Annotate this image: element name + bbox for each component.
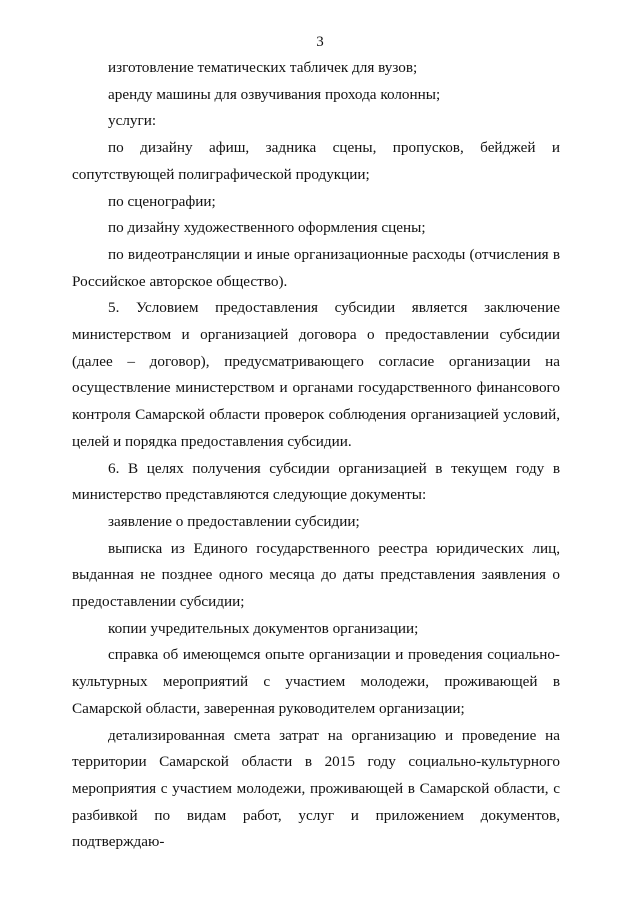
- paragraph: изготовление тематических табличек для вузов;: [108, 59, 418, 76]
- paragraph: аренду машины для озвучивания прохода колонны;: [108, 85, 441, 103]
- paragraph: копии учредительных документов организации;: [108, 619, 419, 637]
- paragraph: по дизайну афиш, задника сцены, пропусков, бейджей и сопутствующей полиграфической продукции;: [72, 139, 560, 183]
- paragraph: заявление о предоставлении субсидии;: [108, 512, 360, 530]
- paragraph: 6. В целях получения субсидии организацией в текущем году в министерство представляются следующие документы:: [72, 459, 560, 504]
- paragraph: услуги:: [108, 112, 157, 130]
- paragraph: справка об имеющемся опыте организации и проведения социально-культурных мероприятий с участием молодежи, проживающей в Самарской области, заверенная руководителем организации;: [72, 646, 560, 717]
- page-number: 3: [316, 34, 324, 50]
- paragraph: детализированная смета затрат на организацию и проведение на территории Самарской области в 2015 году социально-культурного мероприятия с участием молодежи, проживающей в Самарской области, с разбивкой по видам работ, услуг и приложением документов, подтверждаю-: [72, 726, 560, 851]
- paragraph: по дизайну художественного оформления сцены;: [108, 219, 426, 237]
- paragraph: по сценографии;: [108, 192, 216, 210]
- document-body: [72, 55, 560, 856]
- paragraph: по видеотрансляции и иные организационные расходы (отчисления в Российское авторское общество).: [72, 245, 560, 290]
- paragraph: 5. Условием предоставления субсидии является заключение министерством и организацией договора о предоставлении субсидии (далее – договор), предусматривающего согласие организации на осуществление министерством и органами государственного финансового контроля Самарской области проверок соблюдения организацией условий, целей и порядка предоставления субсидии.: [72, 299, 560, 450]
- paragraph: выписка из Единого государственного реестра юридических лиц, выданная не позднее одного месяца до даты представления заявления о предоставлении субсидии;: [72, 539, 560, 611]
